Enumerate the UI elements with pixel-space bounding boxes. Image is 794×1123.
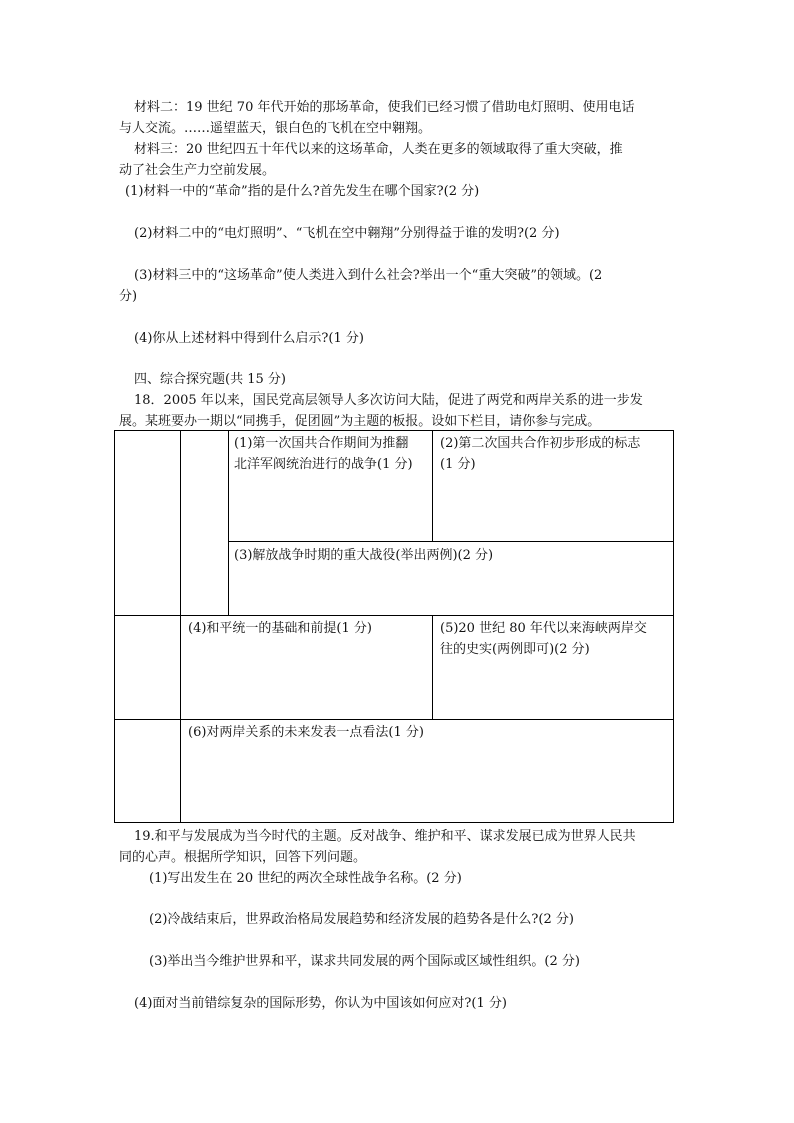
question-19-line-1: 19.和平与发展成为当今时代的主题。反对战争、维护和平、谋求发展已成为世界人民共 [134,829,636,844]
question-18-intro-line-2: 展。某班要办一期以“同携手，促团圆”为主题的板报。设如下栏目，请你参与完成。 [119,414,601,429]
question-17-1: (1)材料一中的“革命”指的是什么?首先发生在哪个国家?(2 分) [125,184,480,199]
question-17-3-line-2: 分) [119,289,138,304]
table-cell-5: (5)20 世纪 80 年代以来海峡两岸交 往的史实(两例即可)(2 分) [440,621,647,657]
table-cell-4: (4)和平统一的基础和前提(1 分) [188,621,372,636]
question-19-line-2: 同的心声。根据所学知识，回答下列问题。 [119,850,367,865]
table-column-divider [432,615,433,720]
table-column-divider [228,430,229,616]
table-row-divider [228,541,674,542]
table-row-divider [114,615,674,616]
table-cell-2: (2)第二次国共合作初步形成的标志 (1 分) [440,436,641,472]
question-19-1: (1)写出发生在 20 世纪的两次全球性战争名称。(2 分) [149,871,462,886]
question-19-3: (3)举出当今维护世界和平，谋求共同发展的两个国际或区域性组织。(2 分) [149,954,580,969]
material-3-line-2: 动了社会生产力空前发展。 [119,163,276,178]
table-border-right [673,430,674,823]
table-border-left [114,430,115,823]
table-cell-1: (1)第一次国共合作期间为推翻 北洋军阀统治进行的战争(1 分) [234,436,413,472]
table-border-bottom [114,822,674,823]
table-column-divider [432,430,433,542]
material-2-line-1: 材料二：19 世纪 70 年代开始的那场革命，使我们已经习惯了借助电灯照明、使用电话 [134,100,635,115]
question-17-2: (2)材料二中的“电灯照明”、“飞机在空中翱翔”分别得益于谁的发明?(2 分) [134,226,560,241]
question-19-4: (4)面对当前错综复杂的国际形势，你认为中国该如何应对?(1 分) [134,996,507,1011]
table-cell-6: (6)对两岸关系的未来发表一点看法(1 分) [188,725,424,740]
table-border-top [114,430,674,431]
table-row-divider [114,719,674,720]
material-2-line-2: 与人交流。……遥望蓝天，银白色的飞机在空中翱翔。 [119,121,432,136]
table-cell-3: (3)解放战争时期的重大战役(举出两例)(2 分) [234,548,494,563]
question-17-4: (4)你从上述材料中得到什么启示?(1 分) [134,331,364,346]
section-four-heading: 四、综合探究题(共 15 分) [134,372,286,387]
table-column-divider [180,430,181,823]
question-18-intro-line-1: 18．2005 年以来，国民党高层领导人多次访问大陆，促进了两党和两岸关系的进一步发 [134,393,643,408]
question-19-2: (2)冷战结束后，世界政治格局发展趋势和经济发展的趋势各是什么?(2 分) [149,912,574,927]
material-3-line-1: 材料三：20 世纪四五十年代以来的这场革命，人类在更多的领域取得了重大突破，推 [134,142,623,157]
blackboard-table [114,430,674,823]
question-17-3-line-1: (3)材料三中的“这场革命”使人类进入到什么社会?举出一个“重大突破”的领域。(2 [134,268,603,283]
